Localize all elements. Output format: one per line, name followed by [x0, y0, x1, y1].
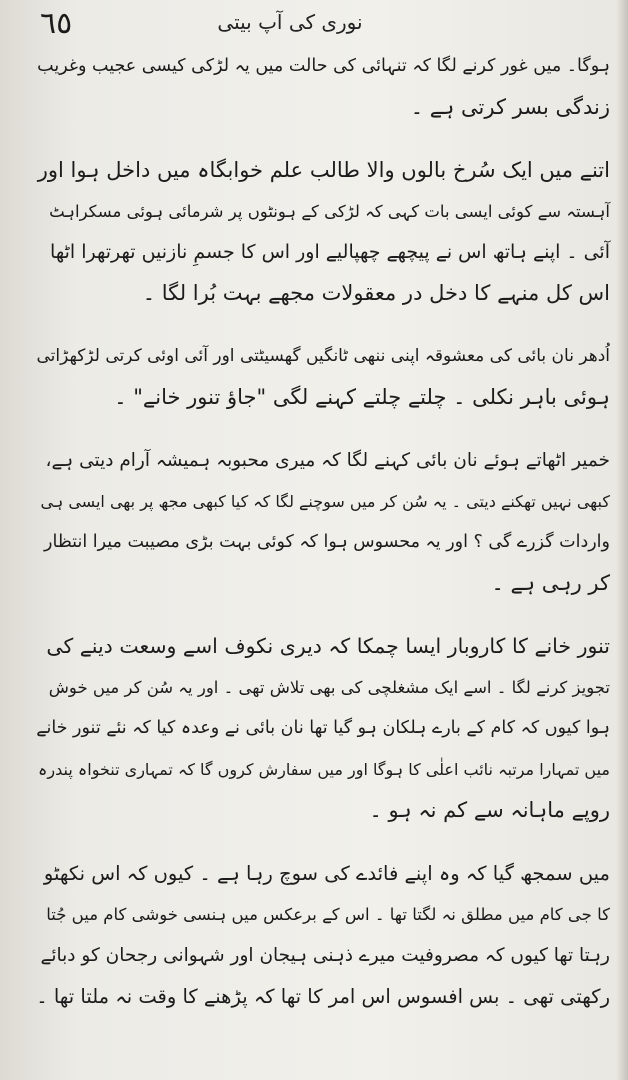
text-line: اُدھر نان بائی کی معشوقہ اپنی ننھی ٹانگیں گھسیٹتی اور آئی اوئی کرتی لڑکھڑاتی — [36, 346, 610, 366]
text-line: روپے ماہانہ سے کم نہ ہو ۔ — [369, 798, 610, 822]
text-line: تنور خانے کا کاروبار ایسا چمکا کہ دیری نکوف اسے وسعت دینے کی — [46, 634, 610, 658]
paragraph-4 — [36, 440, 610, 604]
text-line: ہوئی باہر نکلی ۔ چلتے چلتے کہنے لگی "جاؤ تنور خانے" ۔ — [114, 385, 610, 409]
text-line: زندگی بسر کرتی ہے ۔ — [410, 95, 610, 119]
page-number: ٦٥ — [40, 6, 73, 41]
text-line: اتنے میں ایک سُرخ بالوں والا طالب علم خوابگاہ میں داخل ہوا اور — [37, 158, 610, 182]
body-text — [36, 46, 610, 1039]
text-line: ہوگا۔ میں غور کرنے لگا کہ تنہائی کی حالت میں یہ لڑکی کیسی عجیب وغریب — [37, 56, 610, 76]
running-head: نوری کی آپ بیتی — [217, 10, 363, 34]
text-line: خمیر اٹھاتے ہوئے نان بائی کہنے لگا کہ میری محبوبہ ہمیشہ آرام دیتی ہے، — [45, 450, 610, 471]
paragraph-5 — [36, 626, 610, 831]
text-line: کبھی نہیں تھکنے دیتی ۔ یہ سُن کر میں سوچنے لگا کہ کیا کبھی مجھ پر بھی ایسی ہی — [40, 492, 610, 511]
text-line: اس کل منہے کا دخل در معقولات مجھے بہت بُرا لگا ۔ — [142, 281, 610, 305]
text-line: میں تمہارا مرتبہ نائب اعلٰی کا ہوگا اور میں سفارش کروں گا کہ تمہاری تنخواہ پندرہ — [38, 760, 610, 779]
text-line: آہستہ سے کوئی ایسی بات کہی کہ لڑکی کے ہونٹوں پر شرمائی ہوئی مسکراہٹ — [49, 202, 610, 221]
text-line: واردات گزرے گی ؟ اور یہ محسوس ہوا کہ کوئی بہت بڑی مصیبت میرا انتظار — [44, 532, 610, 552]
text-line: آئی ۔ اپنے ہاتھ اس نے پیچھے چھپالیے اور اس کا جسمِ نازنیں تھرتھرا اٹھا — [50, 241, 610, 263]
text-line: تجویز کرنے لگا ۔ اسے ایک مشغلچی کی بھی تلاش تھی ۔ اور یہ سُن کر میں خوش — [48, 678, 610, 697]
paragraph-3 — [36, 336, 610, 418]
text-line: کر رہی ہے ۔ — [491, 571, 610, 595]
text-line: ہوا کیوں کہ کام کے بارے ہلکان ہو گیا تھا نان بائی نے وعدہ کیا کہ نئے تنور خانے — [36, 718, 610, 738]
text-line: کا جی کام میں مطلق نہ لگتا تھا ۔ اس کے برعکس میں ہنسی خوشی کام میں جُتا — [46, 905, 610, 924]
text-line: رہتا تھا کیوں کہ مصروفیت میرے ذہنی ہیجان اور شہوانی رجحان کو دبائے — [40, 945, 610, 966]
paragraph-2 — [36, 150, 610, 314]
paragraph-6 — [36, 853, 610, 1017]
page-edge-shadow — [616, 0, 628, 1080]
paragraph-1 — [36, 46, 610, 128]
text-line: رکھتی تھی ۔ بس افسوس اس امر کا تھا کہ پڑھنے کا وقت نہ ملتا تھا ۔ — [36, 985, 610, 1008]
text-line: میں سمجھ گیا کہ وہ اپنے فائدے کی سوچ رہا ہے ۔ کیوں کہ اس نکھٹو — [43, 862, 610, 885]
